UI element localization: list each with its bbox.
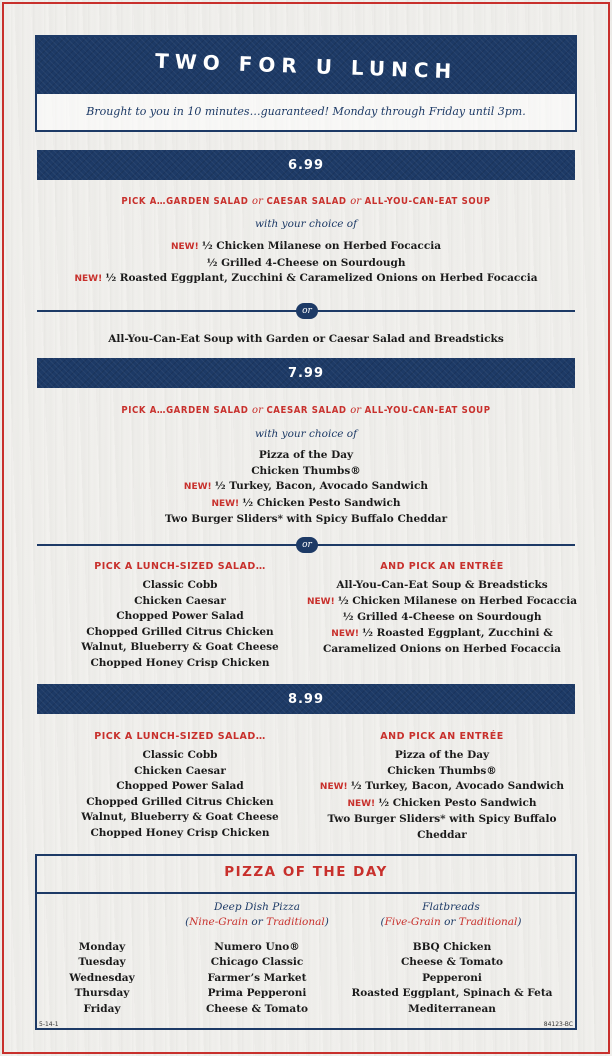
pizza-item: Roasted Eggplant, Spinach & Feta — [351, 987, 553, 1000]
pick-soup: ALL-YOU-CAN-EAT SOUP — [364, 196, 491, 207]
footer-code-right: 84123-BC — [543, 1021, 573, 1028]
price-label: 7.99 — [287, 365, 325, 381]
entree-text: All-You-Can-Eat Soup & Breadsticks — [336, 579, 548, 591]
pizza-item: Numero Uno® — [214, 941, 300, 953]
entree-text: Chicken Thumbs® — [387, 764, 497, 777]
new-badge: NEW! — [331, 628, 360, 639]
flatbread-options: (Five-Grain or Traditional) — [380, 916, 522, 928]
salad-heading: PICK A LUNCH-SIZED SALAD… — [94, 561, 266, 572]
or-word: or — [350, 405, 362, 416]
entree-item — [302, 626, 582, 643]
new-badge: NEW! — [211, 498, 240, 509]
pizza-title: PIZZA OF THE DAY — [224, 864, 388, 880]
day-label: Tuesday — [78, 956, 126, 969]
page-title: TWO FOR U LUNCH — [154, 48, 458, 83]
day-label: Thursday — [74, 987, 130, 1000]
pizza-item: Cheese & Tomato — [205, 1002, 309, 1015]
header-band — [37, 37, 575, 94]
salad-item: Classic Cobb — [142, 579, 218, 591]
day-label: Wednesday — [69, 971, 135, 984]
salad-item: Walnut, Blueberry & Goat Cheese — [81, 641, 279, 654]
salad-item: Classic Cobb — [142, 749, 218, 761]
menu-item — [0, 512, 612, 528]
entree-column-7-99 — [302, 561, 582, 658]
or-badge: or — [296, 303, 318, 319]
pick-garden-salad: PICK A…GARDEN SALAD — [121, 405, 249, 416]
deep-dish-column — [177, 940, 337, 1017]
flatbread-heading — [371, 900, 531, 930]
entree-text: Caramelized Onions on Herbed Focaccia — [323, 643, 561, 656]
entree-column-8-99 — [302, 731, 582, 844]
or-word: or — [251, 916, 263, 928]
menu-item-text: ½ Grilled 4-Cheese on Sourdough — [206, 256, 406, 269]
pizza-item: Chicago Classic — [210, 956, 304, 969]
deep-dish-title: Deep Dish Pizza — [214, 901, 300, 913]
salad-item: Chopped Power Salad — [116, 610, 244, 623]
entree-text: ½ Roasted Eggplant, Zucchini & — [362, 626, 553, 639]
new-badge: NEW! — [183, 482, 212, 493]
pick-line — [0, 196, 612, 207]
day-label: Friday — [83, 1002, 121, 1015]
entree-item — [302, 610, 582, 626]
entree-item — [302, 594, 582, 611]
entree-item — [302, 764, 582, 780]
pizza-item: Cheese & Tomato — [400, 956, 504, 969]
salad-item: Chicken Caesar — [134, 764, 226, 777]
salad-column-8-99 — [60, 731, 300, 842]
menu-item — [0, 239, 612, 256]
menu-item — [0, 464, 612, 480]
new-badge: NEW! — [170, 242, 199, 252]
entree-item — [302, 812, 582, 843]
or-word: or — [350, 196, 362, 207]
pizza-of-the-day-box — [35, 854, 577, 1030]
menu-item — [0, 479, 612, 496]
new-badge: NEW! — [319, 782, 348, 793]
pizza-item: Farmer’s Market — [207, 971, 307, 984]
entree-item — [302, 796, 582, 813]
entree-item — [302, 642, 582, 658]
entree-text: ½ Chicken Pesto Sandwich — [378, 796, 537, 809]
or-word: or — [252, 405, 263, 416]
entree-text: ½ Turkey, Bacon, Avocado Sandwich — [350, 780, 565, 793]
salad-heading: PICK A LUNCH-SIZED SALAD… — [94, 731, 266, 742]
entree-item — [302, 779, 582, 796]
new-badge: NEW! — [347, 798, 376, 809]
crust-option: Five-Grain — [384, 916, 441, 928]
menu-item — [0, 448, 612, 464]
or-word: or — [252, 196, 263, 207]
new-badge: NEW! — [74, 274, 103, 285]
salad-item: Walnut, Blueberry & Goat Cheese — [81, 811, 279, 824]
pick-garden-salad: PICK A…GARDEN SALAD — [121, 196, 249, 207]
pick-caesar-salad: CAESAR SALAD — [266, 405, 347, 416]
menu-item-text: ½ Chicken Pesto Sandwich — [242, 496, 401, 509]
items-7-99 — [0, 448, 612, 528]
salad-item: Chopped Grilled Citrus Chicken — [86, 795, 274, 808]
price-bar-8-99 — [37, 684, 575, 714]
deep-dish-options: (Nine-Grain or Traditional) — [185, 916, 329, 928]
pizza-item: Mediterranean — [408, 1002, 496, 1015]
crust-option: Nine-Grain — [189, 916, 249, 928]
new-badge: NEW! — [306, 596, 335, 607]
flatbread-column — [347, 940, 557, 1017]
deep-dish-heading — [177, 900, 337, 930]
salad-item: Chicken Caesar — [134, 594, 226, 607]
menu-item — [0, 256, 612, 272]
menu-item — [0, 271, 612, 288]
entree-text: ½ Grilled 4-Cheese on Sourdough — [342, 611, 542, 624]
with-your-choice: with your choice of — [254, 428, 357, 440]
header-box — [35, 35, 577, 132]
pick-soup: ALL-YOU-CAN-EAT SOUP — [364, 405, 491, 416]
or-word: or — [444, 916, 456, 928]
menu-item-text: Two Burger Sliders* with Spicy Buffalo Cheddar — [164, 513, 448, 526]
salad-item: Chopped Grilled Citrus Chicken — [86, 625, 274, 638]
with-your-choice: with your choice of — [254, 218, 357, 230]
price-bar-6-99 — [37, 150, 575, 180]
entree-text: Pizza of the Day — [394, 749, 490, 761]
menu-item-text: ½ Roasted Eggplant, Zucchini & Caramelized Onions on Herbed Focaccia — [105, 272, 538, 285]
flatbread-title: Flatbreads — [422, 901, 480, 913]
salad-item: Chopped Honey Crisp Chicken — [90, 656, 270, 669]
entree-item — [302, 748, 582, 764]
menu-item-text: Pizza of the Day — [258, 449, 354, 461]
crust-option: Traditional — [266, 916, 325, 928]
salad-item: Chopped Power Salad — [116, 780, 244, 793]
items-6-99 — [0, 239, 612, 288]
entree-item — [302, 578, 582, 594]
pick-caesar-salad: CAESAR SALAD — [266, 196, 347, 207]
or-badge: or — [296, 537, 318, 553]
pizza-item: BBQ Chicken — [412, 941, 492, 953]
menu-item-text: Chicken Thumbs® — [251, 464, 361, 477]
pizza-item: Prima Pepperoni — [207, 987, 307, 1000]
entree-heading: AND PICK AN ENTRÉE — [380, 561, 504, 572]
pizza-item: Pepperoni — [422, 971, 482, 984]
pizza-divider — [37, 892, 575, 894]
menu-item — [0, 496, 612, 513]
header-subtitle: Brought to you in 10 minutes…guaranteed! Monday through Friday until 3pm. — [86, 105, 526, 118]
days-column — [57, 940, 147, 1017]
footer-code-left: 5-14-1 — [39, 1021, 59, 1028]
menu-item-text: ½ Chicken Milanese on Herbed Focaccia — [201, 240, 441, 252]
price-label: 8.99 — [287, 691, 325, 707]
entree-text: Two Burger Sliders* with Spicy Buffalo Cheddar — [327, 813, 557, 841]
salad-item: Chopped Honey Crisp Chicken — [90, 826, 270, 839]
menu-item-text: ½ Turkey, Bacon, Avocado Sandwich — [214, 480, 429, 493]
crust-option: Traditional — [458, 916, 518, 928]
price-bar-7-99 — [37, 358, 575, 388]
salad-column-7-99 — [60, 561, 300, 672]
entree-text: ½ Chicken Milanese on Herbed Focaccia — [337, 594, 577, 607]
entree-heading: AND PICK AN ENTRÉE — [380, 731, 504, 742]
price-label: 6.99 — [287, 157, 325, 173]
pick-line — [0, 405, 612, 416]
day-label: Monday — [78, 941, 126, 953]
alt-combo: All-You-Can-Eat Soup with Garden or Caesar Salad and Breadsticks — [108, 333, 504, 345]
